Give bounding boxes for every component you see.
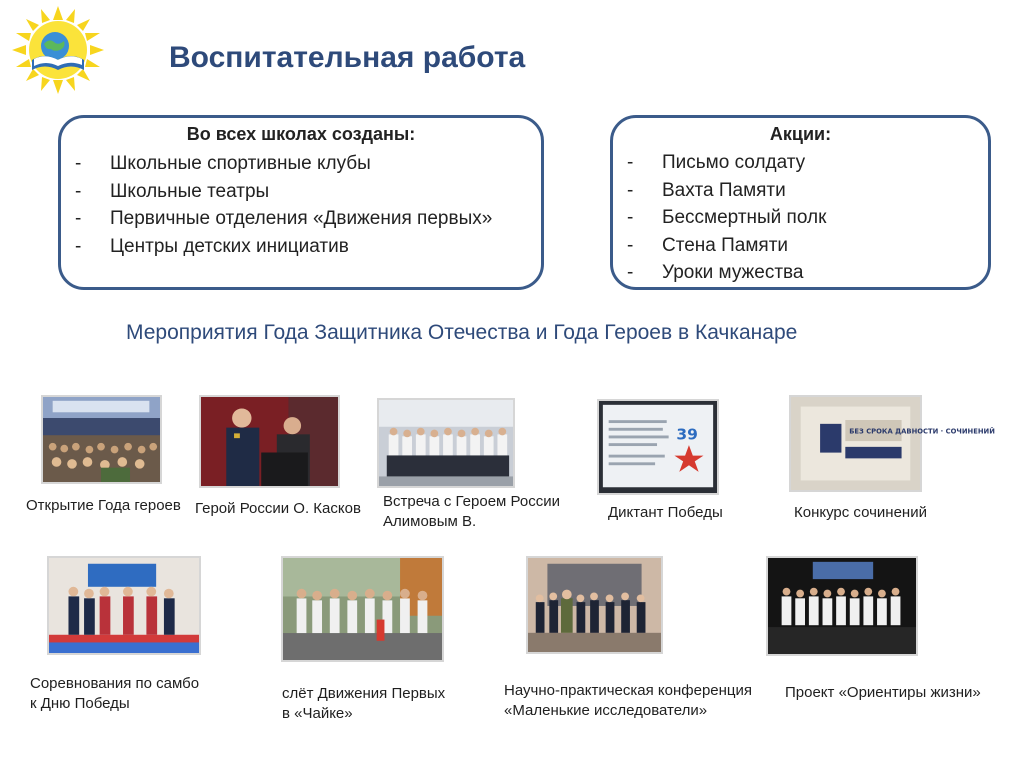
actions-list	[627, 149, 968, 287]
list-item	[75, 205, 521, 233]
schools-list	[75, 150, 521, 260]
list-item-text: Уроки мужества	[662, 262, 804, 283]
page-title: Воспитательная работа	[169, 41, 526, 74]
list-item	[75, 233, 521, 261]
schools-box-heading: Во всех школах созданы:	[186, 124, 416, 144]
photo-hall-audience	[41, 395, 162, 484]
event-caption: Соревнования по самбо к Дню Победы	[30, 675, 200, 712]
list-item-text: Стена Памяти	[662, 234, 789, 256]
photo-movement-rally	[281, 556, 444, 662]
photo-hero-kaskov	[199, 395, 340, 488]
event-caption: Научно-практическая конференция «Маленькие исследователи»	[504, 682, 753, 719]
photo-number-label: 39	[676, 425, 698, 444]
list-item	[627, 204, 968, 232]
photo-victory-dictation	[597, 399, 719, 495]
photo-essay-label: БЕЗ СРОКА ДАВНОСТИ · СОЧИНЕНИЙ	[849, 427, 995, 436]
event-caption: слёт Движения Первых в «Чайке»	[282, 685, 446, 722]
photo-sambo-competition	[47, 556, 201, 655]
event-caption: Открытие Года героев	[26, 497, 181, 514]
actions-info-box	[610, 115, 991, 290]
event-caption: Диктант Победы	[608, 504, 723, 521]
sun-globe-book-logo	[8, 4, 108, 96]
events-section-title: Мероприятия Года Защитника Отечества и Года Героев в Качканаре	[126, 321, 798, 344]
list-item-text: Школьные театры	[110, 180, 270, 202]
photo-essay-contest	[789, 395, 995, 492]
list-item-text: Школьные спортивные клубы	[110, 153, 371, 174]
bullet-dash: -	[75, 153, 82, 174]
event-caption: Встреча с Героем России Алимовым В.	[383, 493, 560, 530]
list-item-text: Письмо солдату	[662, 152, 806, 173]
list-item-text: Вахта Памяти	[662, 179, 786, 201]
list-item-text: Центры детских инициатив	[110, 235, 349, 257]
bullet-dash: -	[627, 262, 634, 283]
photo-life-guidelines-project	[766, 556, 918, 656]
schools-info-box	[58, 115, 544, 290]
bullet-dash: -	[75, 235, 82, 257]
list-item	[627, 232, 968, 260]
list-item-text: Бессмертный полк	[662, 207, 827, 228]
list-item	[627, 259, 968, 287]
list-item	[75, 178, 521, 206]
event-caption: Герой России О. Касков	[195, 500, 361, 517]
list-item-text: Первичные отделения «Движения первых»	[110, 208, 493, 229]
bullet-dash: -	[627, 207, 634, 228]
actions-box-heading: Акции:	[769, 124, 832, 144]
bullet-dash: -	[627, 234, 634, 256]
list-item	[627, 149, 968, 177]
event-caption: Проект «Ориентиры жизни»	[785, 684, 981, 701]
bullet-dash: -	[627, 152, 634, 173]
list-item	[627, 177, 968, 205]
photo-meeting-alimov	[377, 398, 515, 488]
list-item	[75, 150, 521, 178]
bullet-dash: -	[627, 179, 634, 201]
bullet-dash: -	[75, 180, 82, 202]
bullet-dash: -	[75, 208, 82, 229]
photo-research-conference	[526, 556, 663, 654]
event-caption: Конкурс сочинений	[794, 504, 927, 521]
